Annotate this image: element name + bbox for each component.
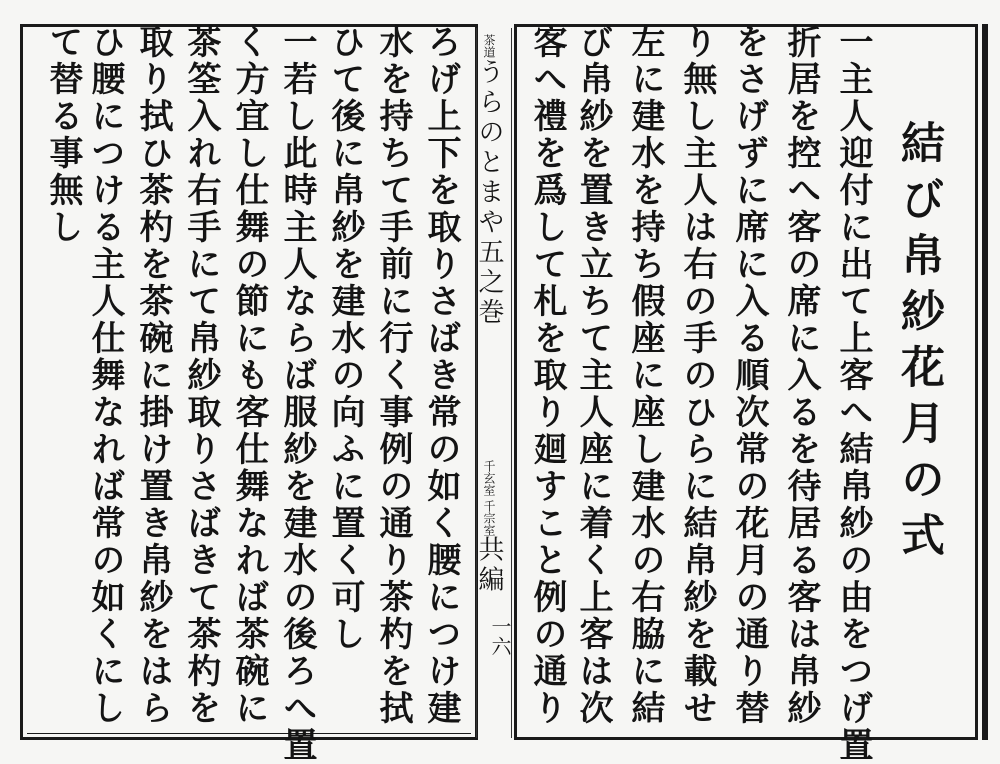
left-page-column: 取り拭ひ茶杓を茶碗に掛け置き帛紗をはら — [133, 24, 173, 727]
right-page-column: をさげずに席に入る順次常の花月の通り替 — [729, 24, 769, 727]
right-page-column: 一主人迎付に出て上客へ結帛紗の由をつげ置 — [833, 24, 873, 764]
left-page-column: 水を持ちて手前に行く事例の通り茶杓を拭 — [373, 24, 413, 727]
right-page-column: り無し主人は右の手のひらに結帛紗を載せ — [677, 24, 717, 727]
left-page-column: ろげ上下を取りさばき常の如く腰につけ建 — [421, 24, 461, 727]
left-page-column: く方宜し仕舞の節にも客仕舞なれば茶碗に — [229, 24, 269, 727]
left-page-column: ひて後に帛紗を建水の向ふに置く可し — [325, 24, 365, 653]
right-page-column: 左に建水を持ち假座に座し建水の右脇に結 — [625, 24, 665, 727]
running-head — [476, 28, 512, 738]
page-number: 一六 — [488, 616, 512, 656]
authors: 千玄室 千宗室 — [482, 460, 496, 536]
left-page-column: 茶筌入れ右手にて帛紗取りさばきて茶杓を — [181, 24, 221, 727]
right-page-column: び帛紗を置き立ちて主人座に着く上客は次 — [573, 24, 613, 727]
right-page-column: 折居を控へ客の席に入るを待居る客は帛紗 — [781, 24, 821, 727]
running-head-text — [474, 34, 508, 328]
edited-label: 共編 — [474, 535, 504, 596]
book-title: うらのとまや五之巻 — [474, 58, 504, 328]
left-page-column: て替る事無し — [43, 24, 83, 246]
left-page-column: 一若し此時主人ならば服紗を建水の後ろへ置 — [277, 24, 317, 764]
series-name: 茶道 — [482, 34, 496, 58]
running-head-authors — [474, 460, 508, 596]
left-page-column: ひ腰につける主人仕舞なれば常の如くにし — [85, 24, 125, 727]
right-page-column: 客へ禮を爲して札を取り廻すこと例の通り — [527, 24, 567, 727]
section-title: 結び帛紗花月の式 — [893, 120, 944, 568]
